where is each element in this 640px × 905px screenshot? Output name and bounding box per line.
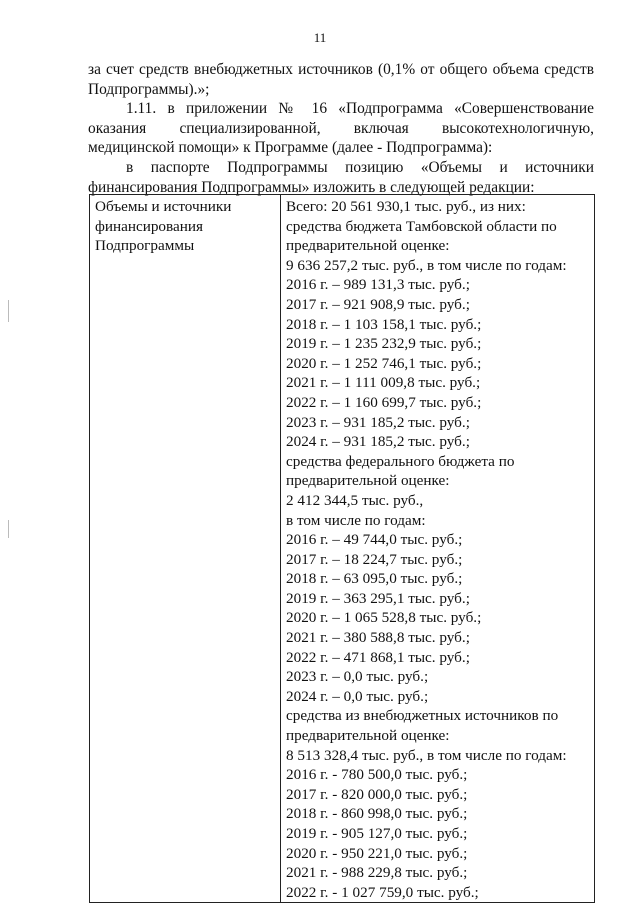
- funding-line: 2024 г. – 0,0 тыс. руб.;: [286, 687, 429, 705]
- position-name-cell: [90, 195, 281, 903]
- funding-line: 2020 г. - 950 221,0 тыс. руб.;: [286, 844, 468, 862]
- funding-line: 2018 г. – 63 095,0 тыс. руб.;: [286, 570, 463, 588]
- left-cell-line: Объемы и источники: [95, 198, 232, 215]
- funding-line: 2022 г. – 1 160 699,7 тыс. руб.;: [286, 393, 482, 411]
- funding-line: 2 412 344,5 тыс. руб.,: [286, 491, 424, 509]
- funding-line: 2020 г. – 1 252 746,1 тыс. руб.;: [286, 354, 482, 372]
- funding-line: 8 513 328,4 тыс. руб., в том числе по годам:: [286, 746, 567, 764]
- funding-line: 2022 г. – 471 868,1 тыс. руб.;: [286, 648, 470, 666]
- left-cell-line: финансирования: [95, 217, 203, 235]
- funding-details-cell: [281, 195, 595, 903]
- funding-line: Всего: 20 561 930,1 тыс. руб., из них:: [286, 198, 526, 215]
- funding-line: 2018 г. - 860 998,0 тыс. руб.;: [286, 805, 468, 823]
- funding-line: 2019 г. – 363 295,1 тыс. руб.;: [286, 589, 470, 607]
- table-row: [90, 195, 595, 903]
- funding-line: 2020 г. – 1 065 528,8 тыс. руб.;: [286, 609, 482, 627]
- funding-line: 2019 г. - 905 127,0 тыс. руб.;: [286, 825, 468, 842]
- funding-line: предварительной оценке:: [286, 472, 450, 490]
- funding-line: 2016 г. – 49 744,0 тыс. руб.;: [286, 531, 463, 549]
- funding-line: 2017 г. - 820 000,0 тыс. руб.;: [286, 785, 468, 803]
- funding-line: 2021 г. – 1 111 009,8 тыс. руб.;: [286, 374, 481, 392]
- passport-table: [89, 194, 595, 903]
- funding-line: 2022 г. - 1 027 759,0 тыс. руб.;: [286, 883, 479, 901]
- funding-line: 2019 г. – 1 235 232,9 тыс. руб.;: [286, 335, 482, 353]
- funding-line: 2021 г. - 988 229,8 тыс. руб.;: [286, 864, 468, 882]
- funding-line: 2023 г. – 931 185,2 тыс. руб.;: [286, 413, 470, 431]
- scan-edge-mark-bottom: [8, 520, 9, 538]
- funding-line: 2016 г. – 989 131,3 тыс. руб.;: [286, 276, 470, 294]
- funding-line: средства бюджета Тамбовской области по: [286, 217, 557, 235]
- body-text: [88, 60, 594, 197]
- funding-line: средства из внебюджетных источников по: [286, 707, 559, 725]
- funding-line: средства федерального бюджета по: [286, 452, 515, 470]
- funding-line: предварительной оценке:: [286, 727, 450, 745]
- funding-line: 9 636 257,2 тыс. руб., в том числе по годам:: [286, 256, 567, 274]
- funding-line: 2017 г. – 921 908,9 тыс. руб.;: [286, 295, 470, 313]
- paragraph-amendment: 1.11. в приложении № 16 «Подпрограмма «Совершенствование оказания специализированной, включая высокотехнологичную, медицинской помощи» к Программе (далее - Подпрограмма):: [88, 100, 594, 157]
- funding-line: 2018 г. – 1 103 158,1 тыс. руб.;: [286, 315, 482, 333]
- funding-line: 2024 г. – 931 185,2 тыс. руб.;: [286, 433, 470, 451]
- funding-line: 2021 г. – 380 588,8 тыс. руб.;: [286, 629, 470, 647]
- funding-line: 2023 г. – 0,0 тыс. руб.;: [286, 668, 429, 686]
- left-cell-line: Подпрограммы: [95, 237, 195, 255]
- paragraph-funding-note: за счет средств внебюджетных источников (0,1% от общего объема средств Подпрограммы).»;: [88, 61, 594, 98]
- page-number: 11: [313, 30, 327, 45]
- paragraph-instruction: в паспорте Подпрограммы позицию «Объемы и источники финансирования Подпрограммы» изложить в следующей редакции:: [88, 158, 594, 196]
- funding-line: предварительной оценке:: [286, 237, 450, 255]
- scan-edge-mark-top: [8, 300, 9, 322]
- funding-line: 2017 г. – 18 224,7 тыс. руб.;: [286, 550, 463, 568]
- funding-line: в том числе по годам:: [286, 511, 426, 529]
- funding-line: 2016 г. - 780 500,0 тыс. руб.;: [286, 766, 468, 784]
